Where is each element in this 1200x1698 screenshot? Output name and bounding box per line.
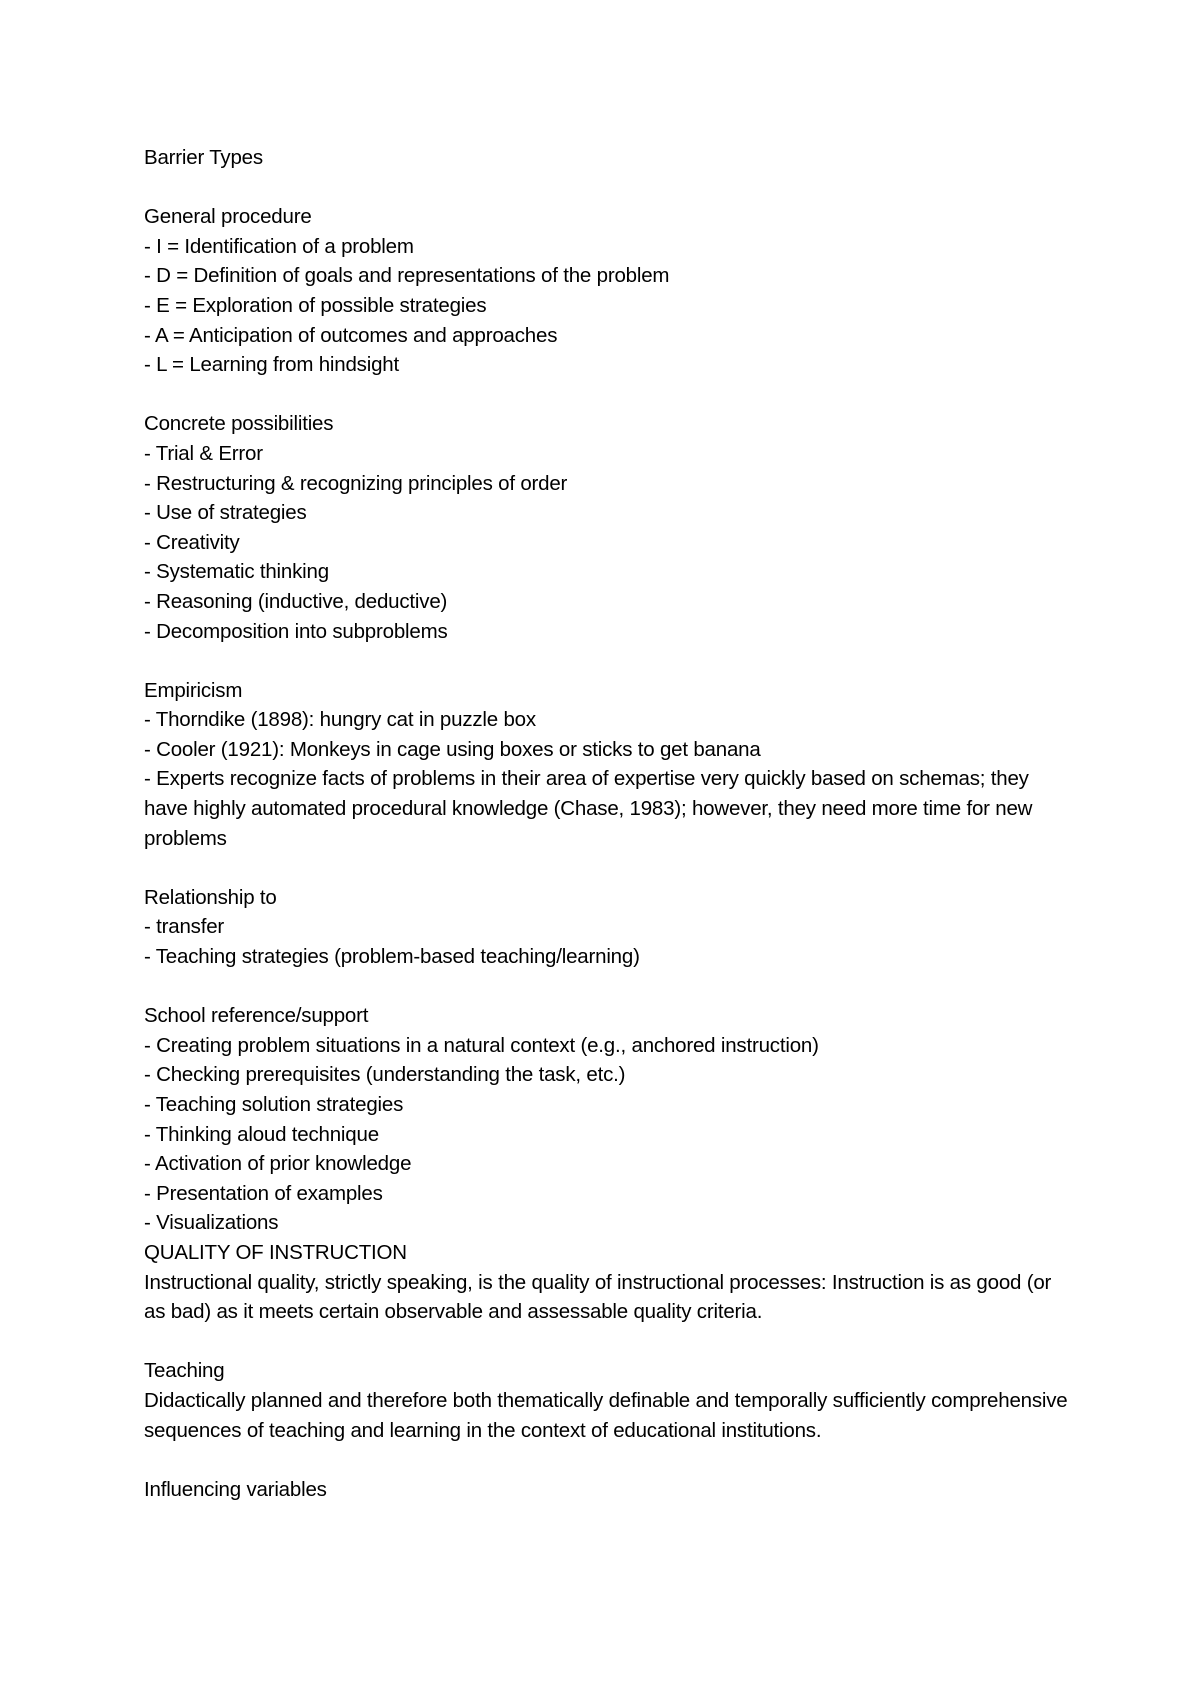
list-item: - Experts recognize facts of problems in their area of expertise very quickly based on schemas; they have highly automated procedural knowledge (Chase, 1983); however, they need more time for new problems: [144, 767, 1033, 850]
section-heading-general-procedure: General procedure: [144, 205, 312, 229]
spacer: [144, 646, 1074, 676]
list-item: - L = Learning from hindsight: [144, 353, 399, 377]
list-item: - Creativity: [144, 530, 240, 554]
spacer: [144, 1327, 1074, 1357]
list-item: - Decomposition into subproblems: [144, 619, 448, 643]
list-item: - Teaching solution strategies: [144, 1093, 404, 1116]
section-heading-concrete-possibilities: Concrete possibilities: [144, 412, 334, 436]
paragraph-quality: Instructional quality, strictly speaking, is the quality of instructional processes: Instruction is as good (or as bad) as it meets certain observable and assessable quality criteria.: [144, 1270, 1052, 1324]
list-item: - A = Anticipation of outcomes and approaches: [144, 323, 558, 347]
list-item: - Teaching strategies (problem-based teaching/learning): [144, 945, 640, 969]
list-item: - Trial & Error: [144, 441, 263, 465]
list-item: - Activation of prior knowledge: [144, 1152, 412, 1176]
list-item: - Presentation of examples: [144, 1181, 383, 1205]
spacer: [144, 853, 1074, 883]
list-item: - D = Definition of goals and representations of the problem: [144, 264, 670, 288]
list-item: - Creating problem situations in a natural context (e.g., anchored instruction): [144, 1033, 819, 1057]
list-item: - Thorndike (1898): hungry cat in puzzle box: [144, 708, 536, 732]
list-item: - Visualizations: [144, 1211, 279, 1235]
section-heading-teaching: Teaching: [144, 1359, 225, 1383]
list-item: - transfer: [144, 915, 225, 939]
list-item: - Use of strategies: [144, 501, 307, 525]
section-heading-school-reference: School reference/support: [144, 1004, 369, 1028]
spacer: [144, 173, 1074, 203]
section-heading-relationship: Relationship to: [144, 885, 277, 909]
list-item: - E = Exploration of possible strategies: [144, 293, 487, 317]
list-item: - Reasoning (inductive, deductive): [144, 589, 448, 613]
list-item: - Thinking aloud technique: [144, 1122, 379, 1146]
spacer: [144, 972, 1074, 1002]
section-heading-influencing: Influencing variables: [144, 1477, 327, 1501]
document-title: Barrier Types: [144, 146, 263, 169]
list-item: - Systematic thinking: [144, 560, 329, 584]
section-heading-empiricism: Empiricism: [144, 678, 243, 702]
section-heading-quality: QUALITY OF INSTRUCTION: [144, 1240, 407, 1264]
list-item: - Checking prerequisites (understanding the task, etc.): [144, 1063, 626, 1087]
paragraph-teaching: Didactically planned and therefore both thematically definable and temporally sufficiently comprehensive sequences of teaching and learning in the context of educational institutions.: [144, 1388, 1068, 1442]
document-body: [144, 143, 1074, 1504]
list-item: - I = Identification of a problem: [144, 234, 414, 258]
spacer: [144, 380, 1074, 410]
list-item: - Cooler (1921): Monkeys in cage using boxes or sticks to get banana: [144, 737, 761, 761]
spacer: [144, 1445, 1074, 1475]
list-item: - Restructuring & recognizing principles of order: [144, 471, 568, 495]
